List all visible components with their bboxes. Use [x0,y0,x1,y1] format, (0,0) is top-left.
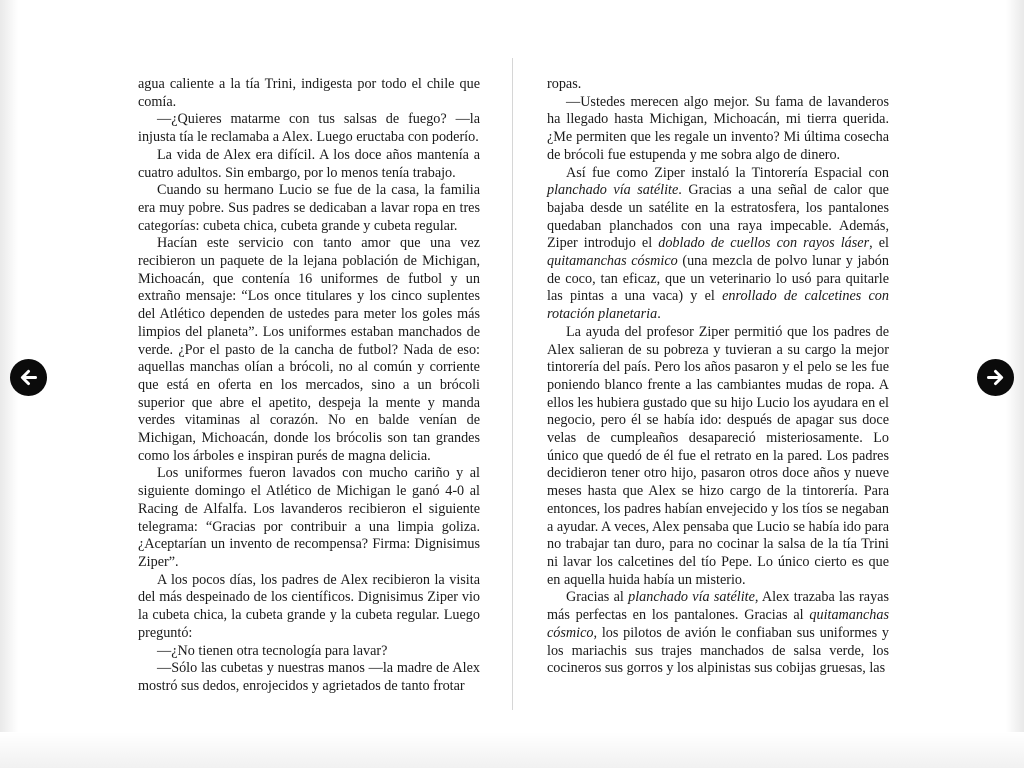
arrow-left-icon [18,367,39,388]
text-run: , los pilotos de avión le confiaban sus uniformes y los mariachis sus trajes manchados de salsa verde, los cocineros sus gorros y los alpinistas sus cobijas gruesas, las [547,624,889,677]
paragraph [547,165,889,324]
paragraph: —Ustedes merecen algo mejor. Su fama de lavanderos ha llegado hasta Michigan, Michoacán, mi tierra querida. ¿Me permiten que les regale un invento? Mi última cosecha de brócoli fue estupenda y me sobra algo de dinero. [547,93,889,163]
italic-term: planchado vía satélite [547,182,679,199]
italic-term: quitamanchas cósmico [547,607,889,641]
paragraph: —¿Quieres matarme con tus salsas de fuego? —la injusta tía le reclamaba a Alex. Luego eructaba con poderío. [138,111,480,146]
text-run: . Gracias a una señal de calor que bajaba desde un satélite en la estratosfera, los pantalones quedaban planchados con una raya impecable. Además, Ziper introdujo el [547,182,889,252]
italic-term: enrollado de calcetines con rotación planetaria [547,288,889,323]
paragraph [547,589,889,678]
paragraph: ropas. [547,76,582,92]
text-run: , el [869,235,889,252]
book-spine-divider [512,58,513,710]
italic-term: doblado de cuellos con rayos láser [658,235,870,252]
paragraph: Cuando su hermano Lucio se fue de la casa, la familia era muy pobre. Sus padres se dedicaban a lavar ropa en tres categorías: cubeta chica, cubeta grande y cubeta regular. [138,182,480,234]
text-run: (una mezcla de polvo lunar y jabón de coco, tan eficaz, que un veterinario lo usó para quitarle las pintas a una vaca) y el [547,253,889,305]
paragraph: A los pocos días, los padres de Alex recibieron la visita del más despeinado de los científicos. Dignisimus Ziper vio la cubeta chica, la cubeta grande y la cubeta regular. Luego preguntó: [138,571,480,641]
text-run: . [657,306,661,323]
right-page [547,76,889,678]
arrow-right-icon [985,367,1006,388]
text-run: , Alex trazaba las rayas más perfectas en los pantalones. Gracias al [547,589,889,624]
previous-page-button[interactable] [10,359,47,396]
text-run: Así fue como Ziper instaló la Tintorería Espacial con [566,164,889,181]
paragraph: —Sólo las cubetas y nuestras manos —la madre de Alex mostró sus dedos, enrojecidos y agrietados de tanto frotar [138,660,480,694]
paragraph: La vida de Alex era difícil. A los doce años mantenía a cuatro adultos. Sin embargo, por lo menos tenía trabajo. [138,146,480,181]
italic-term: quitamanchas cósmico [547,253,678,270]
bottom-page-edge [0,732,1024,768]
paragraph: agua caliente a la tía Trini, indigesta por todo el chile que comía. [138,76,480,110]
text-run: Gracias al [566,589,629,606]
next-page-button[interactable] [977,359,1014,396]
paragraph: La ayuda del profesor Ziper permitió que los padres de Alex salieran de su pobreza y tuvieran a su cargo la mejor tintorería del país. Pero los años pasaron y el pelo se les fue poniendo blanco frente a las cambiantes mudas de ropa. A ellos les hubiera gustado que su hijo Lucio los ayudara en el negocio, pero él se había ido: después de apagar sus doce velas de cumpleaños desapareció misteriosamente. Lo único que quedó de él fue el retrato en la pared. Los padres decidieron tener otro hijo, pasaron otros doce años y nueve meses hasta que Alex se hizo cargo de la tintorería. Para entonces, los padres habían envejecido y los tíos se negaban a ayudar. A veces, Alex pensaba que Lucio se había ido para no trabajar tan duro, para no cocinar la salsa de la tía Trini ni lavar los calcetines del tío Pepe. Lo único cierto es que en aquella huida había un misterio. [547,323,889,588]
paragraph: Los uniformes fueron lavados con mucho cariño y al siguiente domingo el Atlético de Michigan le ganó 4-0 al Racing de Alfalfa. Los lavanderos recibieron el siguiente telegrama: “Gracias por contribuir a una limpia goliza. ¿Aceptarían un invento de recompensa? Firma: Dignisimus Ziper”. [138,465,480,570]
left-page [138,76,480,696]
paragraph: —¿No tienen otra tecnología para lavar? [157,642,388,659]
paragraph: Hacían este servicio con tanto amor que una vez recibieron un paquete de la lejana población de Michigan, Michoacán, que contenía 16 uniformes de futbol y un extraño mensaje: “Los once titulares y los cinco suplentes del Atlético dependen de ustedes para meter los goles más limpios del planeta”. Los uniformes estaban manchados de verde. ¿Por el pasto de la cancha de futbol? Nada de eso: aquellas manchas olían a brócoli, no al común y corriente que está en oferta en los mercados, sino a un brócoli superior que abre el apetito, despeja la mente y manda verdes vitaminas al corazón. No en balde venían de Michigan, Michoacán, donde los brócolis son tan grandes como los árboles e inspiran purés de magna delicia. [138,235,480,464]
italic-term: planchado vía satélite [628,589,755,606]
